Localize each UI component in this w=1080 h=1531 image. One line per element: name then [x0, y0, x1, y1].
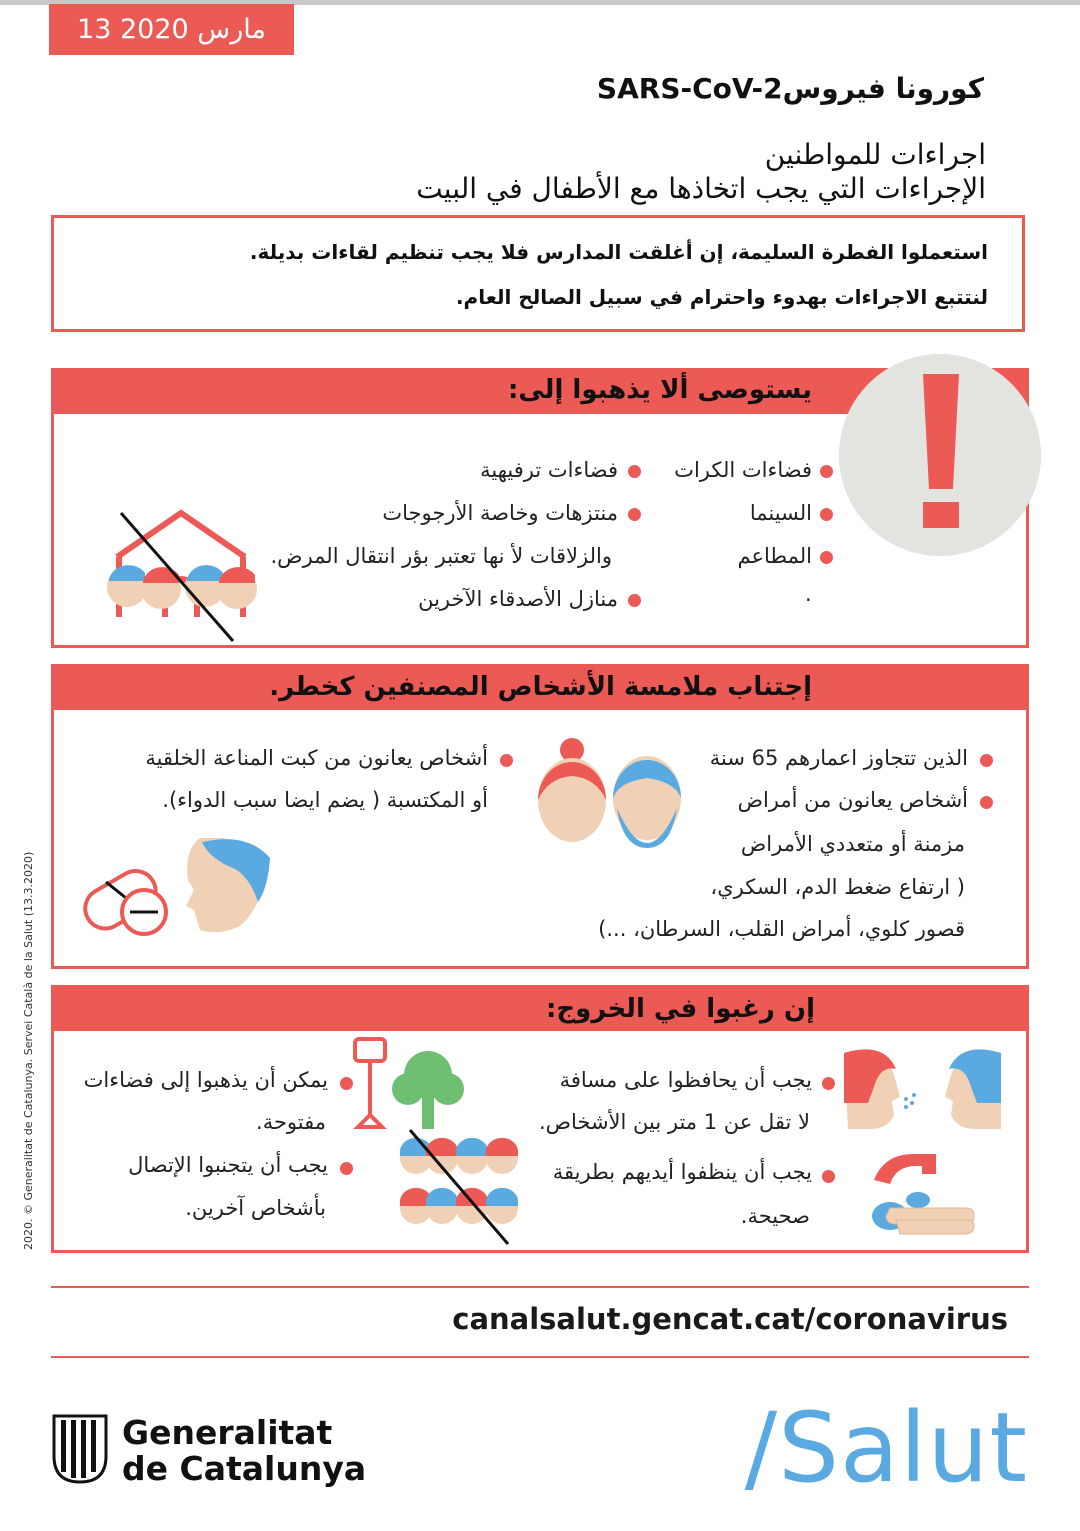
- list-item-continuation: لا تقل عن 1 متر بين الأشخاص.: [538, 1110, 810, 1134]
- no-gathering-house-icon: [103, 507, 263, 647]
- list-item: فضاءات الكرات: [674, 458, 812, 482]
- subtitle-children: الإجراءات التي يجب اتخاذها مع الأطفال في البيت: [416, 172, 986, 205]
- no-crowd-icon: [396, 1128, 524, 1248]
- list-item-continuation: صحيحة.: [740, 1204, 810, 1228]
- footer-rule-bottom: [51, 1356, 1029, 1358]
- bullet-dot: [820, 465, 833, 478]
- website-link[interactable]: canalsalut.gencat.cat/coronavirus: [452, 1302, 1008, 1336]
- exclamation-icon: [839, 354, 1041, 556]
- list-item-continuation: قصور كلوي، أمراض القلب، السرطان، ...): [598, 917, 965, 941]
- list-item-continuation: والزلاقات لأ نها تعتبر بؤر انتقال المرض.: [270, 544, 612, 568]
- list-item: فضاءات ترفيهية: [480, 458, 618, 482]
- footer-rule-top: [51, 1286, 1029, 1288]
- bullet-dot: [628, 508, 641, 521]
- list-item-continuation: مزمنة أو متعددي الأمراض: [740, 832, 965, 856]
- hand-washing-icon: [870, 1150, 980, 1240]
- elderly-people-icon: [535, 738, 695, 853]
- generalitat-wordmark: [122, 1415, 366, 1487]
- list-item: يجب أن ينظفوا أيديهم بطريقة: [552, 1160, 812, 1184]
- bullet-dot: [500, 754, 513, 767]
- list-item: الذين تتجاوز اعمارهم 65 سنة: [709, 746, 968, 770]
- bullet-dot: [820, 551, 833, 564]
- bullet-dot: [340, 1162, 353, 1175]
- list-item-continuation: بأشخاص آخرين.: [185, 1196, 326, 1220]
- list-item: أشخاص يعانون من كبت المناعة الخلقية: [145, 746, 488, 770]
- list-item: يجب أن يتجنبوا الإتصال: [128, 1153, 328, 1177]
- distance-people-icon: [840, 1045, 1005, 1135]
- list-item-continuation: ( ارتفاع ضغط الدم، السكري،: [710, 875, 965, 899]
- page-title: كورونا فيروسSARS-CoV-2: [596, 72, 984, 105]
- bullet-dot: [628, 594, 641, 607]
- date-badge: 13 مارس 2020: [49, 4, 294, 55]
- list-item: منازل الأصدقاء الآخرين: [418, 587, 618, 611]
- bullet-dot: [980, 796, 993, 809]
- section-do-not-go-title: يستوصى ألا يذهبوا إلى:: [507, 375, 812, 405]
- intro-box: [51, 215, 1025, 332]
- bullet-dot: [820, 508, 833, 521]
- section-risk-groups-title: إجتناب ملامسة الأشخاص المصنفين كخطر.: [269, 672, 812, 702]
- intro-line-1: استعملوا الفطرة السليمة، إن أغلقت المدارس فلا يجب تنظيم لقاءات بديلة.: [249, 240, 988, 264]
- section-going-out-title: إن رغبوا في الخروج:: [545, 994, 815, 1024]
- generalitat-line-1: Generalitat: [122, 1413, 333, 1452]
- bullet-dot: [822, 1170, 835, 1183]
- salut-wordmark: /Salut: [744, 1392, 1028, 1504]
- intro-line-2: لنتتبع الاجراءات بهدوء واحترام في سبيل الصالح العام.: [455, 285, 988, 309]
- bullet-dot: [628, 465, 641, 478]
- list-item: يجب أن يحافظوا على مسافة: [559, 1068, 812, 1092]
- subtitle-citizens: اجراءات للمواطنين: [764, 138, 986, 171]
- pills-icon: [80, 838, 280, 938]
- generalitat-logo-icon: [52, 1414, 108, 1484]
- list-item: منتزهات وخاصة الأرجوجات: [382, 501, 618, 525]
- trailing-dot: .: [805, 582, 812, 606]
- list-item-continuation: أو المكتسبة ( يضم ايضا سبب الدواء).: [162, 788, 488, 812]
- list-item-continuation: مفتوحة.: [256, 1110, 326, 1134]
- list-item: يمكن أن يذهبوا إلى فضاءات: [83, 1068, 328, 1092]
- generalitat-line-2: de Catalunya: [122, 1449, 367, 1488]
- section-going-out-header: [51, 985, 1029, 1031]
- list-item: المطاعم: [737, 544, 812, 568]
- list-item: السينما: [749, 501, 812, 525]
- list-item: أشخاص يعانون من أمراض: [737, 788, 968, 812]
- bullet-dot: [980, 754, 993, 767]
- vertical-credit: 2020. © Generalitat de Catalunya. Servei Català de la Salut (13.3.2020): [22, 851, 35, 1250]
- bullet-dot: [822, 1077, 835, 1090]
- park-tree-lamp-icon: [350, 1035, 470, 1135]
